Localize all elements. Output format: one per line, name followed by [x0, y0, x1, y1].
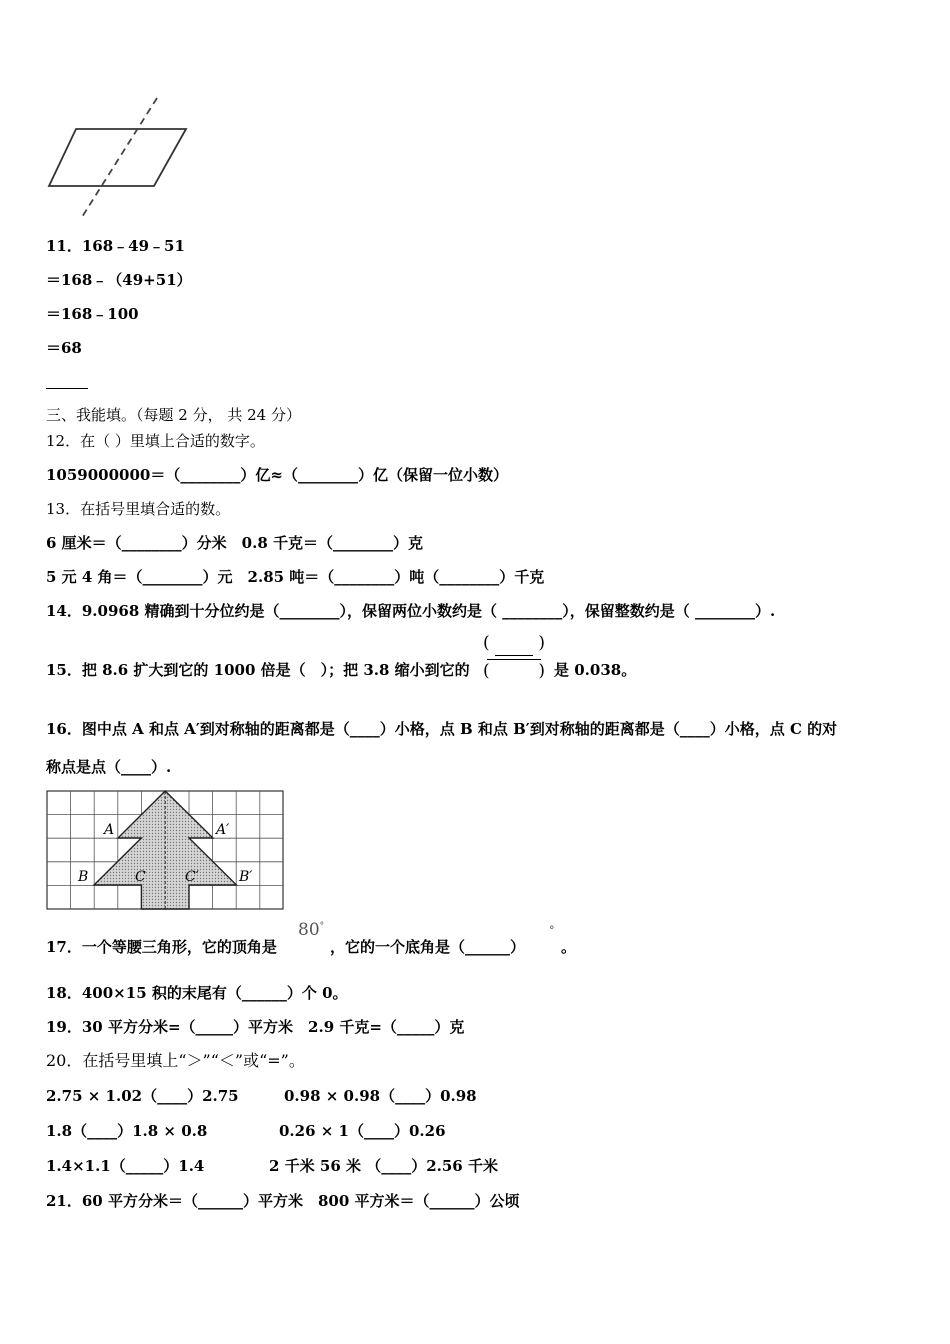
q18-text: 18．400×15 积的末尾有（______）个 0。 [46, 984, 348, 1002]
q12-line-1: 1059000000＝（________）亿≈（________）亿（保留一位小数） [46, 466, 508, 484]
q20-title: 20．在括号里填上“＞”“＜”或“=”。 [46, 1051, 305, 1070]
q11-line-1: 11．168﹣49﹣51 [46, 237, 185, 255]
q15-right: 是 0.038。 [554, 661, 637, 679]
q20-r2b: 0.26 × 1（____）0.26 [279, 1122, 446, 1140]
q17-right: ，它的一个底角是（______） [330, 938, 526, 956]
dashed-line [82, 98, 157, 217]
q16-line-1: 16．图中点 A 和点 A′到对称轴的距离都是（____）小格，点 B 和点 B′到对称轴的距离都是（____）小格，点 C 的对 [46, 720, 838, 738]
q11-line-4: ＝68 [46, 339, 82, 357]
symmetry-grid-figure [46, 790, 286, 912]
label-B-prime: B′ [239, 869, 253, 885]
section-3-heading: 三、我能填。（每题 2 分， 共 24 分） [46, 406, 301, 424]
q14-text: 14．9.0968 精确到十分位约是（________），保留两位小数约是（ ________），保留整数约是（ ________）. [46, 602, 776, 620]
q17-angle: 80° [298, 920, 325, 940]
q20-r1b: 0.98 × 0.98（____）0.98 [284, 1087, 477, 1105]
q17-end: 。 [561, 938, 577, 956]
q13-line-2: 5 元 4 角＝（________）元 2.85 吨＝（________）吨（________）千克 [46, 568, 545, 586]
degree-mark: ° [549, 924, 555, 937]
parallelogram [49, 129, 186, 186]
q20-r1a: 2.75 × 1.02（____）2.75 [46, 1087, 239, 1105]
label-A-prime: A′ [216, 822, 230, 838]
q15-left: 15．把 8.6 扩大到它的 1000 倍是（ ）；把 3.8 缩小到它的 [46, 661, 470, 679]
q19-text: 19．30 平方分米=（_____）平方米 2.9 千克=（_____）克 [46, 1018, 465, 1036]
divider [46, 388, 88, 389]
parallelogram-figure [44, 95, 194, 220]
q15-fraction: ( ) ( ) [483, 633, 545, 681]
label-A: A [104, 822, 115, 838]
q11-line-2: ＝168﹣（49+51） [46, 271, 192, 289]
q20-r3a: 1.4×1.1（_____）1.4 [46, 1157, 205, 1175]
label-C: C [135, 869, 146, 885]
q16-line-2: 称点是点（____）. [46, 758, 172, 776]
q21-text: 21．60 平方分米＝（______）平方米 800 平方米＝（______）公顷 [46, 1192, 520, 1210]
label-B: B [78, 869, 89, 885]
q13-title: 13．在括号里填合适的数。 [46, 500, 231, 518]
q11-line-3: ＝168﹣100 [46, 305, 139, 323]
q20-r3b: 2 千米 56 米 （____）2.56 千米 [269, 1157, 498, 1175]
q17-left: 17．一个等腰三角形，它的顶角是 [46, 938, 277, 956]
label-C-prime: C′ [185, 869, 199, 885]
q12-title: 12．在（ ）里填上合适的数字。 [46, 432, 265, 450]
q13-line-1: 6 厘米＝（________）分米 0.8 千克＝（________）克 [46, 534, 423, 552]
q20-r2a: 1.8（____）1.8 × 0.8 [46, 1122, 208, 1140]
